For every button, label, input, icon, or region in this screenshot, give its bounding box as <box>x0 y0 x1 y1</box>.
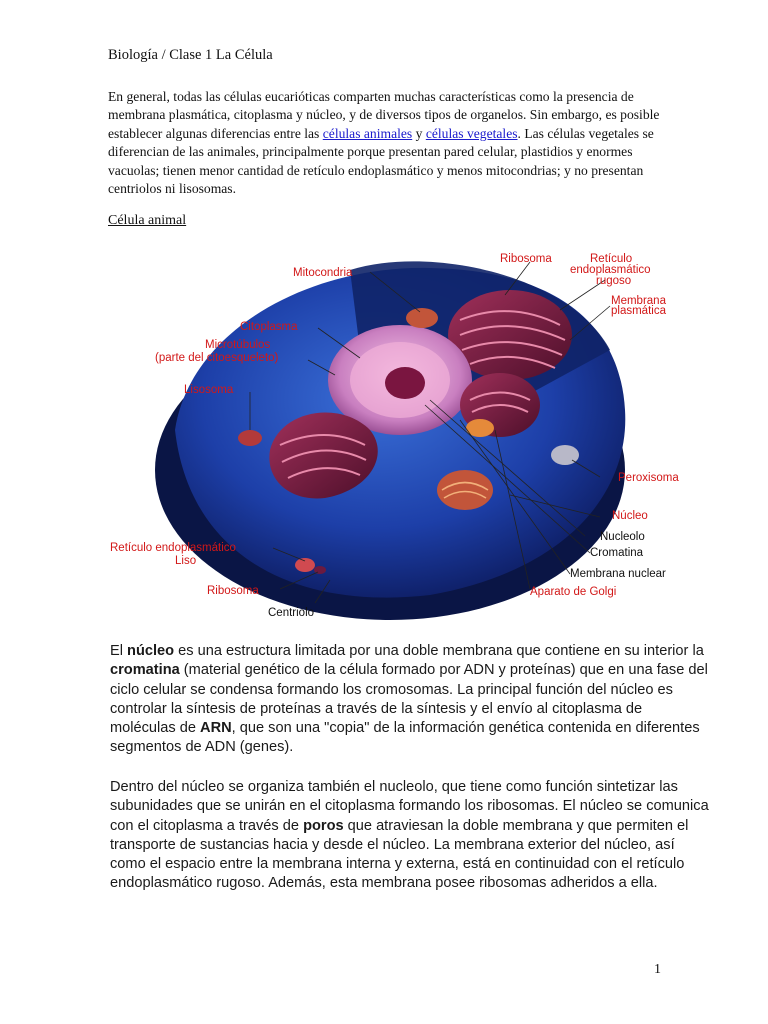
animal-cell-diagram <box>100 240 700 630</box>
label-microtubulos-2: (parte del citoesqueleto) <box>155 352 279 364</box>
document-header: Biología / Clase 1 La Célula <box>108 47 273 63</box>
label-membrana-nuclear: Membrana nuclear <box>570 568 666 580</box>
label-membrana-plasmatica-1: Membrana <box>611 295 666 307</box>
label-nucleolo: Nucleolo <box>600 531 645 543</box>
cell-illustration <box>100 240 700 630</box>
section-heading-celula-animal: Célula animal <box>108 213 187 228</box>
lysosome-shape <box>238 430 262 446</box>
label-reticulo-liso-1: Retículo endoplasmático <box>110 542 236 554</box>
mitochondria-shape <box>406 308 438 328</box>
label-lisosoma: Lisosoma <box>184 384 234 396</box>
label-reticulo-liso-2: Liso <box>175 555 197 567</box>
nucleolus-shape <box>385 367 425 399</box>
label-nucleo: Núcleo <box>612 510 648 522</box>
label-ribosoma-top: Ribosoma <box>500 253 552 265</box>
label-peroxisoma: Peroxisoma <box>618 472 679 484</box>
label-membrana-plasmatica-2: plasmática <box>611 305 666 317</box>
label-microtubulos-1: Microtúbulos <box>205 339 271 351</box>
label-mitocondria: Mitocondria <box>293 267 353 279</box>
label-citoplasma: Citoplasma <box>240 321 298 333</box>
label-reticulo-rugoso-2: endoplasmático <box>570 264 651 276</box>
page-number: 1 <box>654 962 661 977</box>
label-reticulo-rugoso-1: Retículo <box>590 253 633 265</box>
label-aparato-golgi: Aparato de Golgi <box>530 586 617 598</box>
link-celulas-animales[interactable]: células animales <box>322 125 413 141</box>
paragraph-nucleolo: Dentro del núcleo se organiza también el nucleolo, que tiene como función sintetizar las subunidades que se unirán en el citoplasma formando los ribosomas. El núcleo se comunica con el citoplasma a través de poros que atraviesan la doble membrana y que permiten el transporte de sustancias hacia y desde el núcleo. La membrana exterior del núcleo, así como el espacio entre la membrana interna y externa, está en continuidad con el retículo endoplasmático rugoso. Además, esta membrana posee ribosomas adheridos a ella. <box>110 779 709 892</box>
link-celulas-vegetales[interactable]: células vegetales <box>425 125 518 141</box>
label-ribosoma-bottom: Ribosoma <box>207 585 259 597</box>
label-centriolo: Centriolo <box>268 607 315 619</box>
intro-paragraph: En general, todas las células eucarióticas comparten muchas características como la presencia de membrana plasmática, citoplasma y núcleo, y de diversos tipos de organelos. Sin embargo, es posible establecer algunas diferencias entre las células animales y células vegetales. Las células vegetales se diferencian de las animales, principalmente porque presentan pared celular, plastidios y enormes vacuolas; tienen menor cantidad de retículo endoplasmático y menos mitocondrias; y no presentan centriolos ni lisosomas. <box>108 89 660 197</box>
label-reticulo-rugoso-3: rugoso <box>596 275 632 287</box>
label-cromatina: Cromatina <box>590 547 644 559</box>
paragraph-nucleo: El núcleo es una estructura limitada por una doble membrana que contiene en su interior la cromatina (material genético de la célula formado por ADN y proteínas) que en una fase del ciclo celular se condensa formando los cromosomas. La principal función del núcleo es controlar la síntesis de proteínas a través de la síntesis y el envío al citoplasma de moléculas de ARN, que son una "copia" de la información genética contenida en diferentes segmentos de ADN (genes). <box>110 643 708 756</box>
